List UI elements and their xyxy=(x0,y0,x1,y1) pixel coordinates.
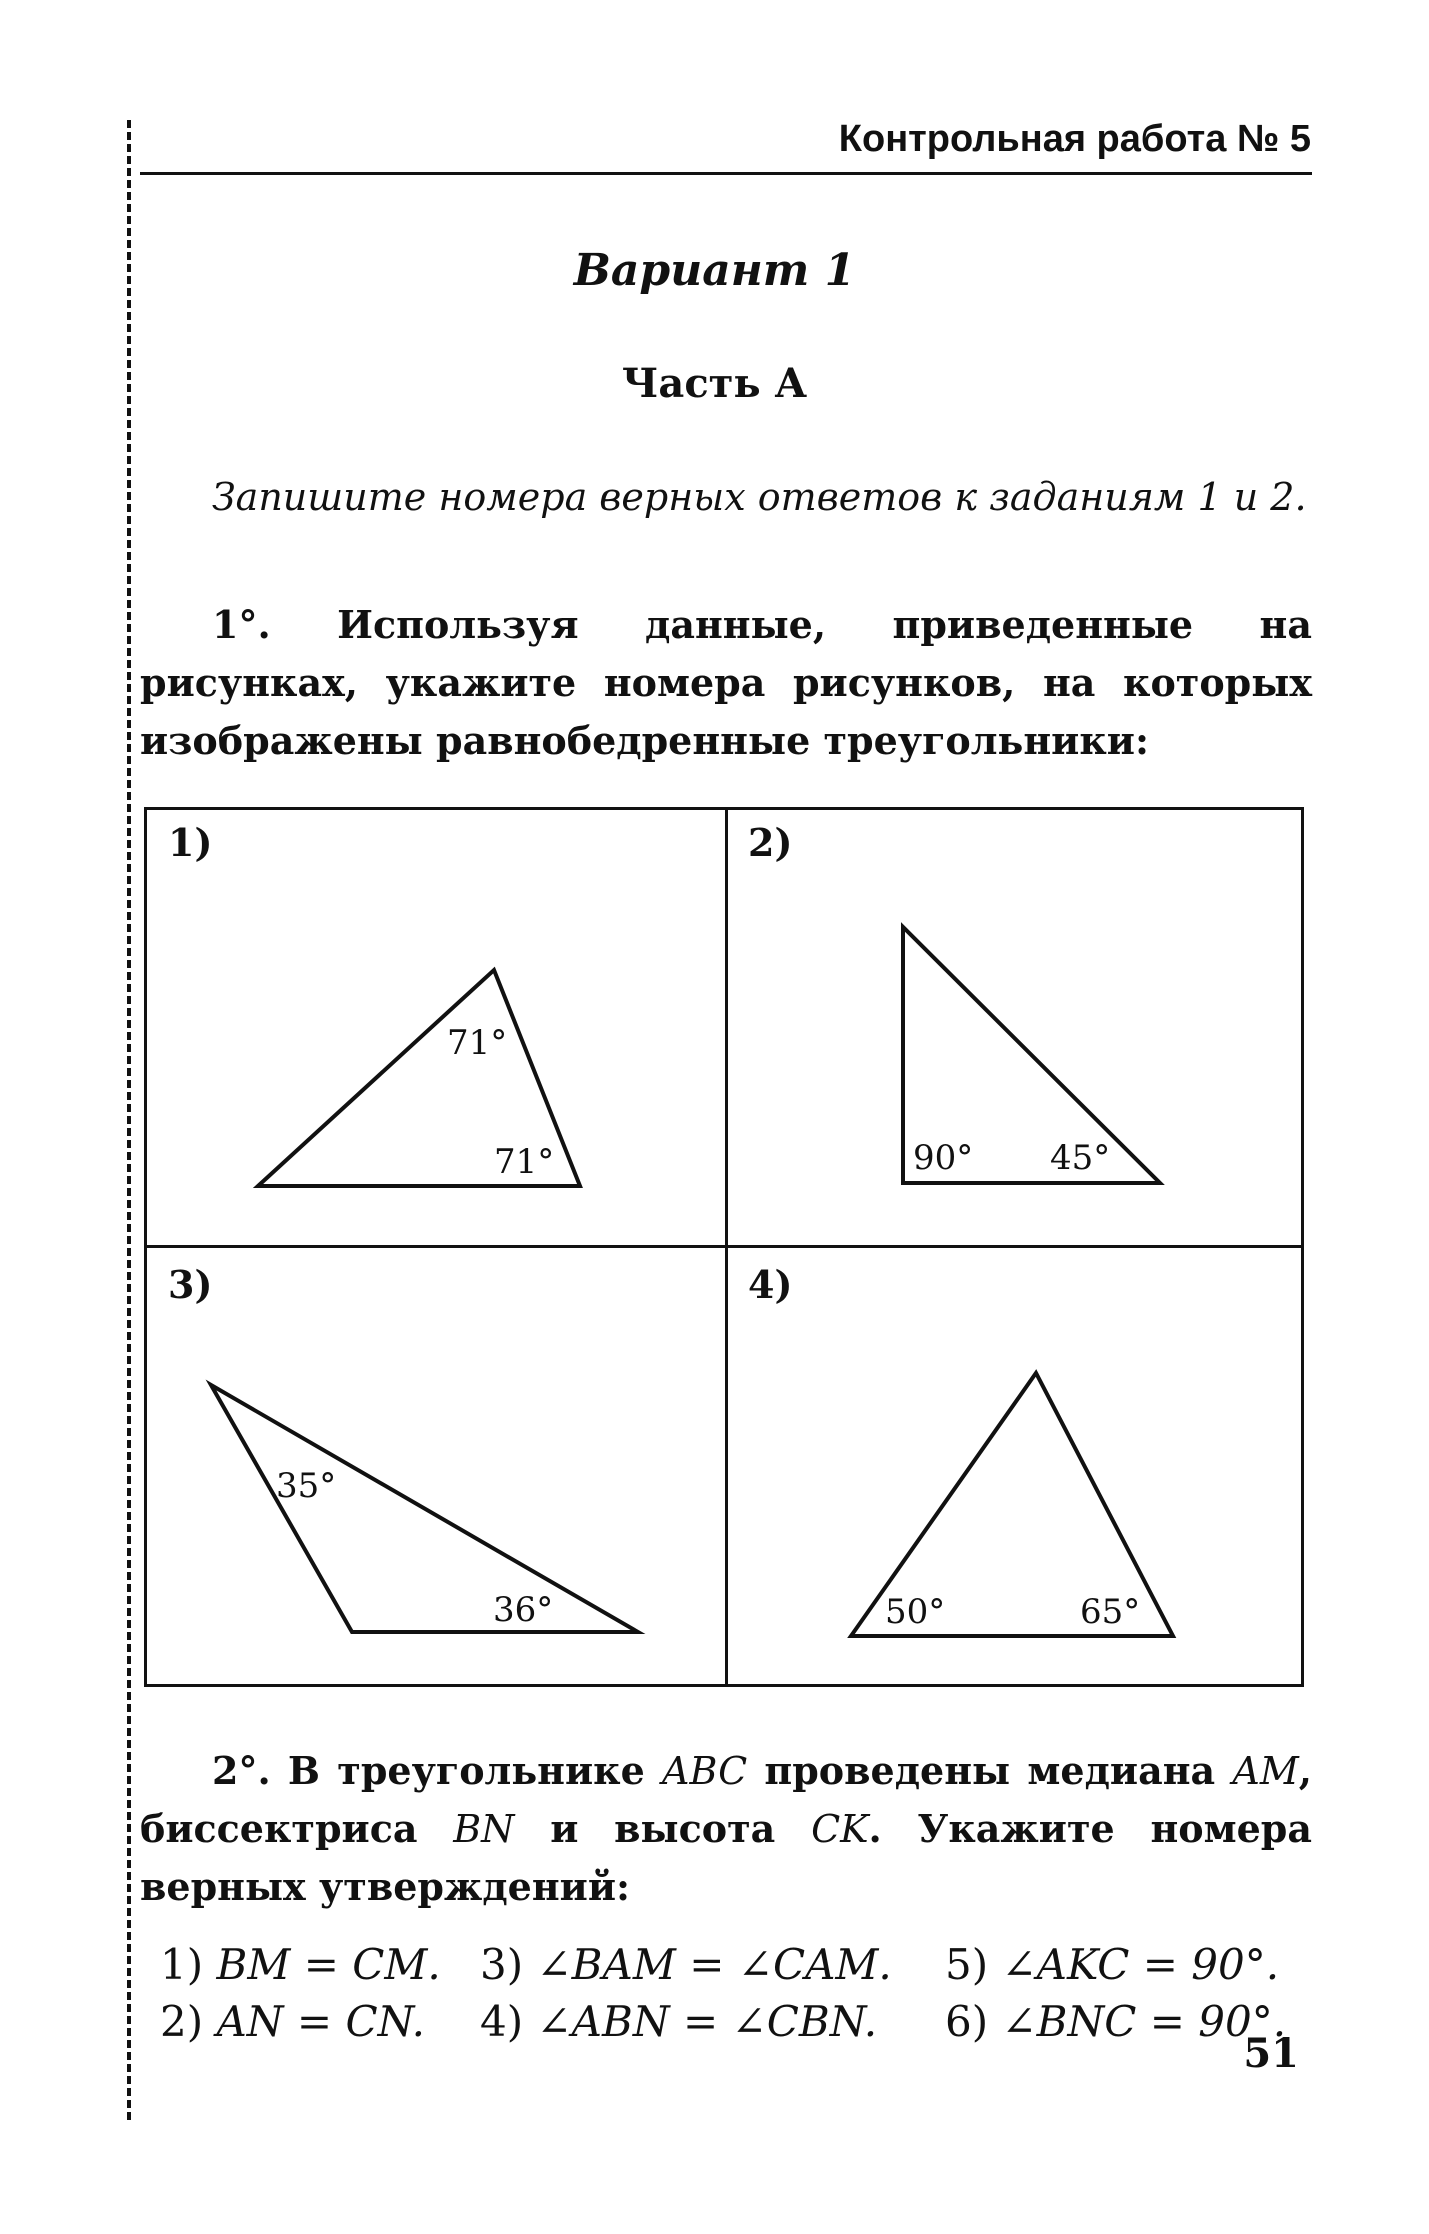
option-5-num: 5) xyxy=(945,1940,989,1989)
figure-1-angle-top: 71° xyxy=(447,1023,508,1063)
task2-prefix: 2°. В треугольнике xyxy=(212,1748,662,1793)
option-3-text: ∠BAM = ∠CAM. xyxy=(536,1940,892,1989)
option-2 xyxy=(160,1997,425,2046)
median-am: AM xyxy=(1232,1749,1299,1793)
task2-mid3: и высота xyxy=(514,1806,812,1851)
variant-title: Вариант 1 xyxy=(573,245,856,296)
option-6-text: ∠BNC = 90°. xyxy=(1001,1997,1287,2046)
task2-text xyxy=(140,1742,1312,1916)
triangle-abc: ABC xyxy=(662,1749,748,1793)
option-5-text: ∠AKC = 90°. xyxy=(1001,1940,1280,1989)
option-2-num: 2) xyxy=(160,1997,204,2046)
figure-4-label: 4) xyxy=(748,1262,793,1307)
figure-1-angle-bottom: 71° xyxy=(494,1142,555,1182)
option-3-num: 3) xyxy=(480,1940,524,1989)
height-ck: CK xyxy=(811,1807,869,1851)
option-2-text: AN = CN. xyxy=(216,1997,425,2046)
task2-mid2: , биссектриса xyxy=(140,1748,1312,1851)
figure-1-label: 1) xyxy=(168,820,213,865)
figure-4-angle-left: 50° xyxy=(885,1592,946,1632)
triangle-3 xyxy=(211,1385,638,1632)
bisector-bn: BN xyxy=(453,1807,515,1851)
option-1-num: 1) xyxy=(160,1940,204,1989)
option-4 xyxy=(480,1997,877,2046)
option-4-text: ∠ABN = ∠CBN. xyxy=(536,1997,878,2046)
option-1 xyxy=(160,1940,441,1989)
part-title: Часть А xyxy=(621,360,808,407)
figure-2-label: 2) xyxy=(748,820,793,865)
option-6-num: 6) xyxy=(945,1997,989,2046)
figure-3-angle-left: 35° xyxy=(276,1466,337,1506)
option-4-num: 4) xyxy=(480,1997,524,2046)
task2-suffix: . Укажите номера верных утверждений: xyxy=(140,1806,1312,1909)
figure-3-angle-right: 36° xyxy=(493,1590,554,1630)
task1-text: 1°. Используя данные, приведенные на рисунках, укажите номера рисунков, на которых изображены равнобедренные треугольники: xyxy=(140,602,1312,763)
option-6 xyxy=(945,1997,1286,2046)
header-title: Контрольная работа № 5 xyxy=(838,118,1311,160)
instruction-text: Запишите номера верных ответов к заданиям 1 и 2. xyxy=(212,475,1307,519)
page-number: 51 xyxy=(1243,2030,1299,2077)
figure-3-label: 3) xyxy=(168,1262,213,1307)
option-3 xyxy=(480,1940,892,1989)
task2-mid1: проведены медиана xyxy=(747,1748,1233,1793)
figure-4-angle-right: 65° xyxy=(1080,1592,1141,1632)
figure-2-angle-right: 90° xyxy=(913,1138,974,1178)
figure-2-angle-acute: 45° xyxy=(1050,1138,1111,1178)
option-1-text: BM = CM. xyxy=(216,1940,441,1989)
option-5 xyxy=(945,1940,1279,1989)
